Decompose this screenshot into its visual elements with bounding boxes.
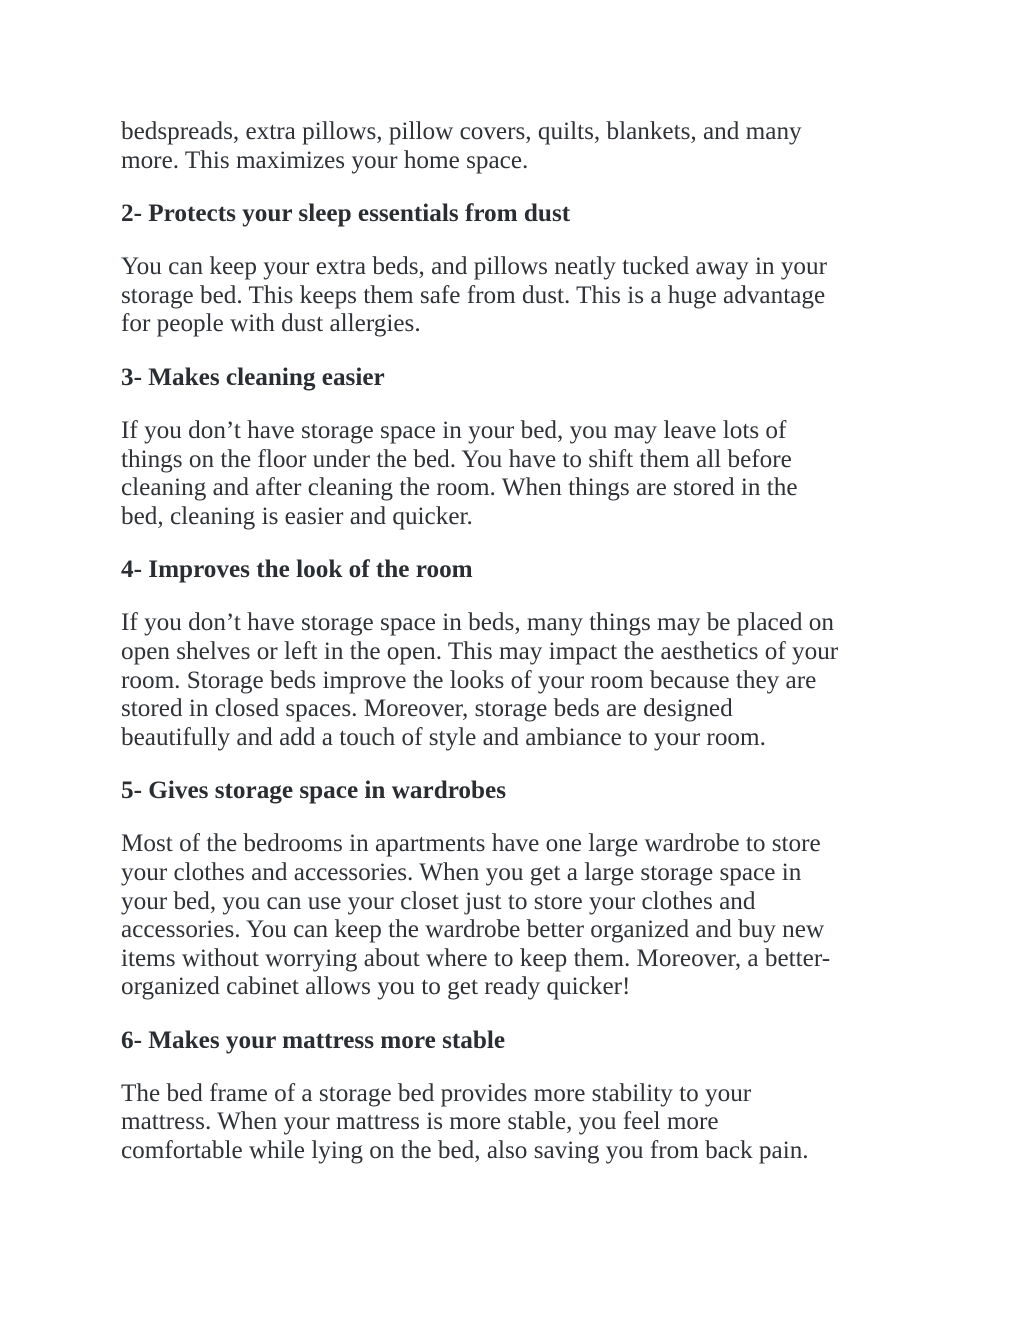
paragraph-line: If you don’t have storage space in beds, many things may be placed on [121,609,834,637]
paragraph-line: comfortable while lying on the bed, also saving you from back pain. [121,1137,809,1165]
paragraph-line: storage bed. This keeps them safe from dust. This is a huge advantage [121,281,826,309]
paragraph-line: beautifully and add a touch of style and ambiance to your room. [121,723,766,751]
paragraph-line: your clothes and accessories. When you get a large storage space in [121,858,802,886]
document-page [121,118,911,1166]
section-paragraph [121,417,911,531]
paragraph-line: more. This maximizes your home space. [121,146,529,174]
section-heading: 3- Makes cleaning easier [121,363,385,391]
section-paragraph [121,830,911,1002]
paragraph-line: accessories. You can keep the wardrobe better organized and buy new [121,916,825,944]
paragraph-line: mattress. When your mattress is more stable, you feel more [121,1108,719,1136]
paragraph-line: your bed, you can use your closet just to store your clothes and [121,887,756,915]
paragraph-line: things on the floor under the bed. You have to shift them all before [121,445,792,473]
paragraph-line: open shelves or left in the open. This may impact the aesthetics of your [121,637,839,665]
paragraph-line: You can keep your extra beds, and pillows neatly tucked away in your [121,253,828,281]
section-paragraph [121,609,911,752]
section-heading: 4- Improves the look of the room [121,556,473,584]
paragraph-line: cleaning and after cleaning the room. When things are stored in the [121,474,798,502]
section-heading: 2- Protects your sleep essentials from dust [121,200,571,228]
paragraph-line: bedspreads, extra pillows, pillow covers, quilts, blankets, and many [121,118,802,145]
paragraph-line: stored in closed spaces. Moreover, storage beds are designed [121,695,733,723]
paragraph-line: If you don’t have storage space in your bed, you may leave lots of [121,416,787,444]
section-paragraph [121,253,911,339]
paragraph-line: Most of the bedrooms in apartments have one large wardrobe to store [121,830,821,858]
section-heading: 6- Makes your mattress more stable [121,1026,506,1054]
intro-paragraph [121,118,911,175]
paragraph-line: room. Storage beds improve the looks of your room because they are [121,666,817,694]
paragraph-line: organized cabinet allows you to get ready quicker! [121,973,631,1001]
paragraph-line: items without worrying about where to keep them. Moreover, a better- [121,944,831,972]
paragraph-line: for people with dust allergies. [121,310,421,338]
section-heading: 5- Gives storage space in wardrobes [121,777,507,805]
paragraph-line: bed, cleaning is easier and quicker. [121,502,473,530]
section-paragraph [121,1080,911,1166]
paragraph-line: The bed frame of a storage bed provides more stability to your [121,1079,752,1107]
